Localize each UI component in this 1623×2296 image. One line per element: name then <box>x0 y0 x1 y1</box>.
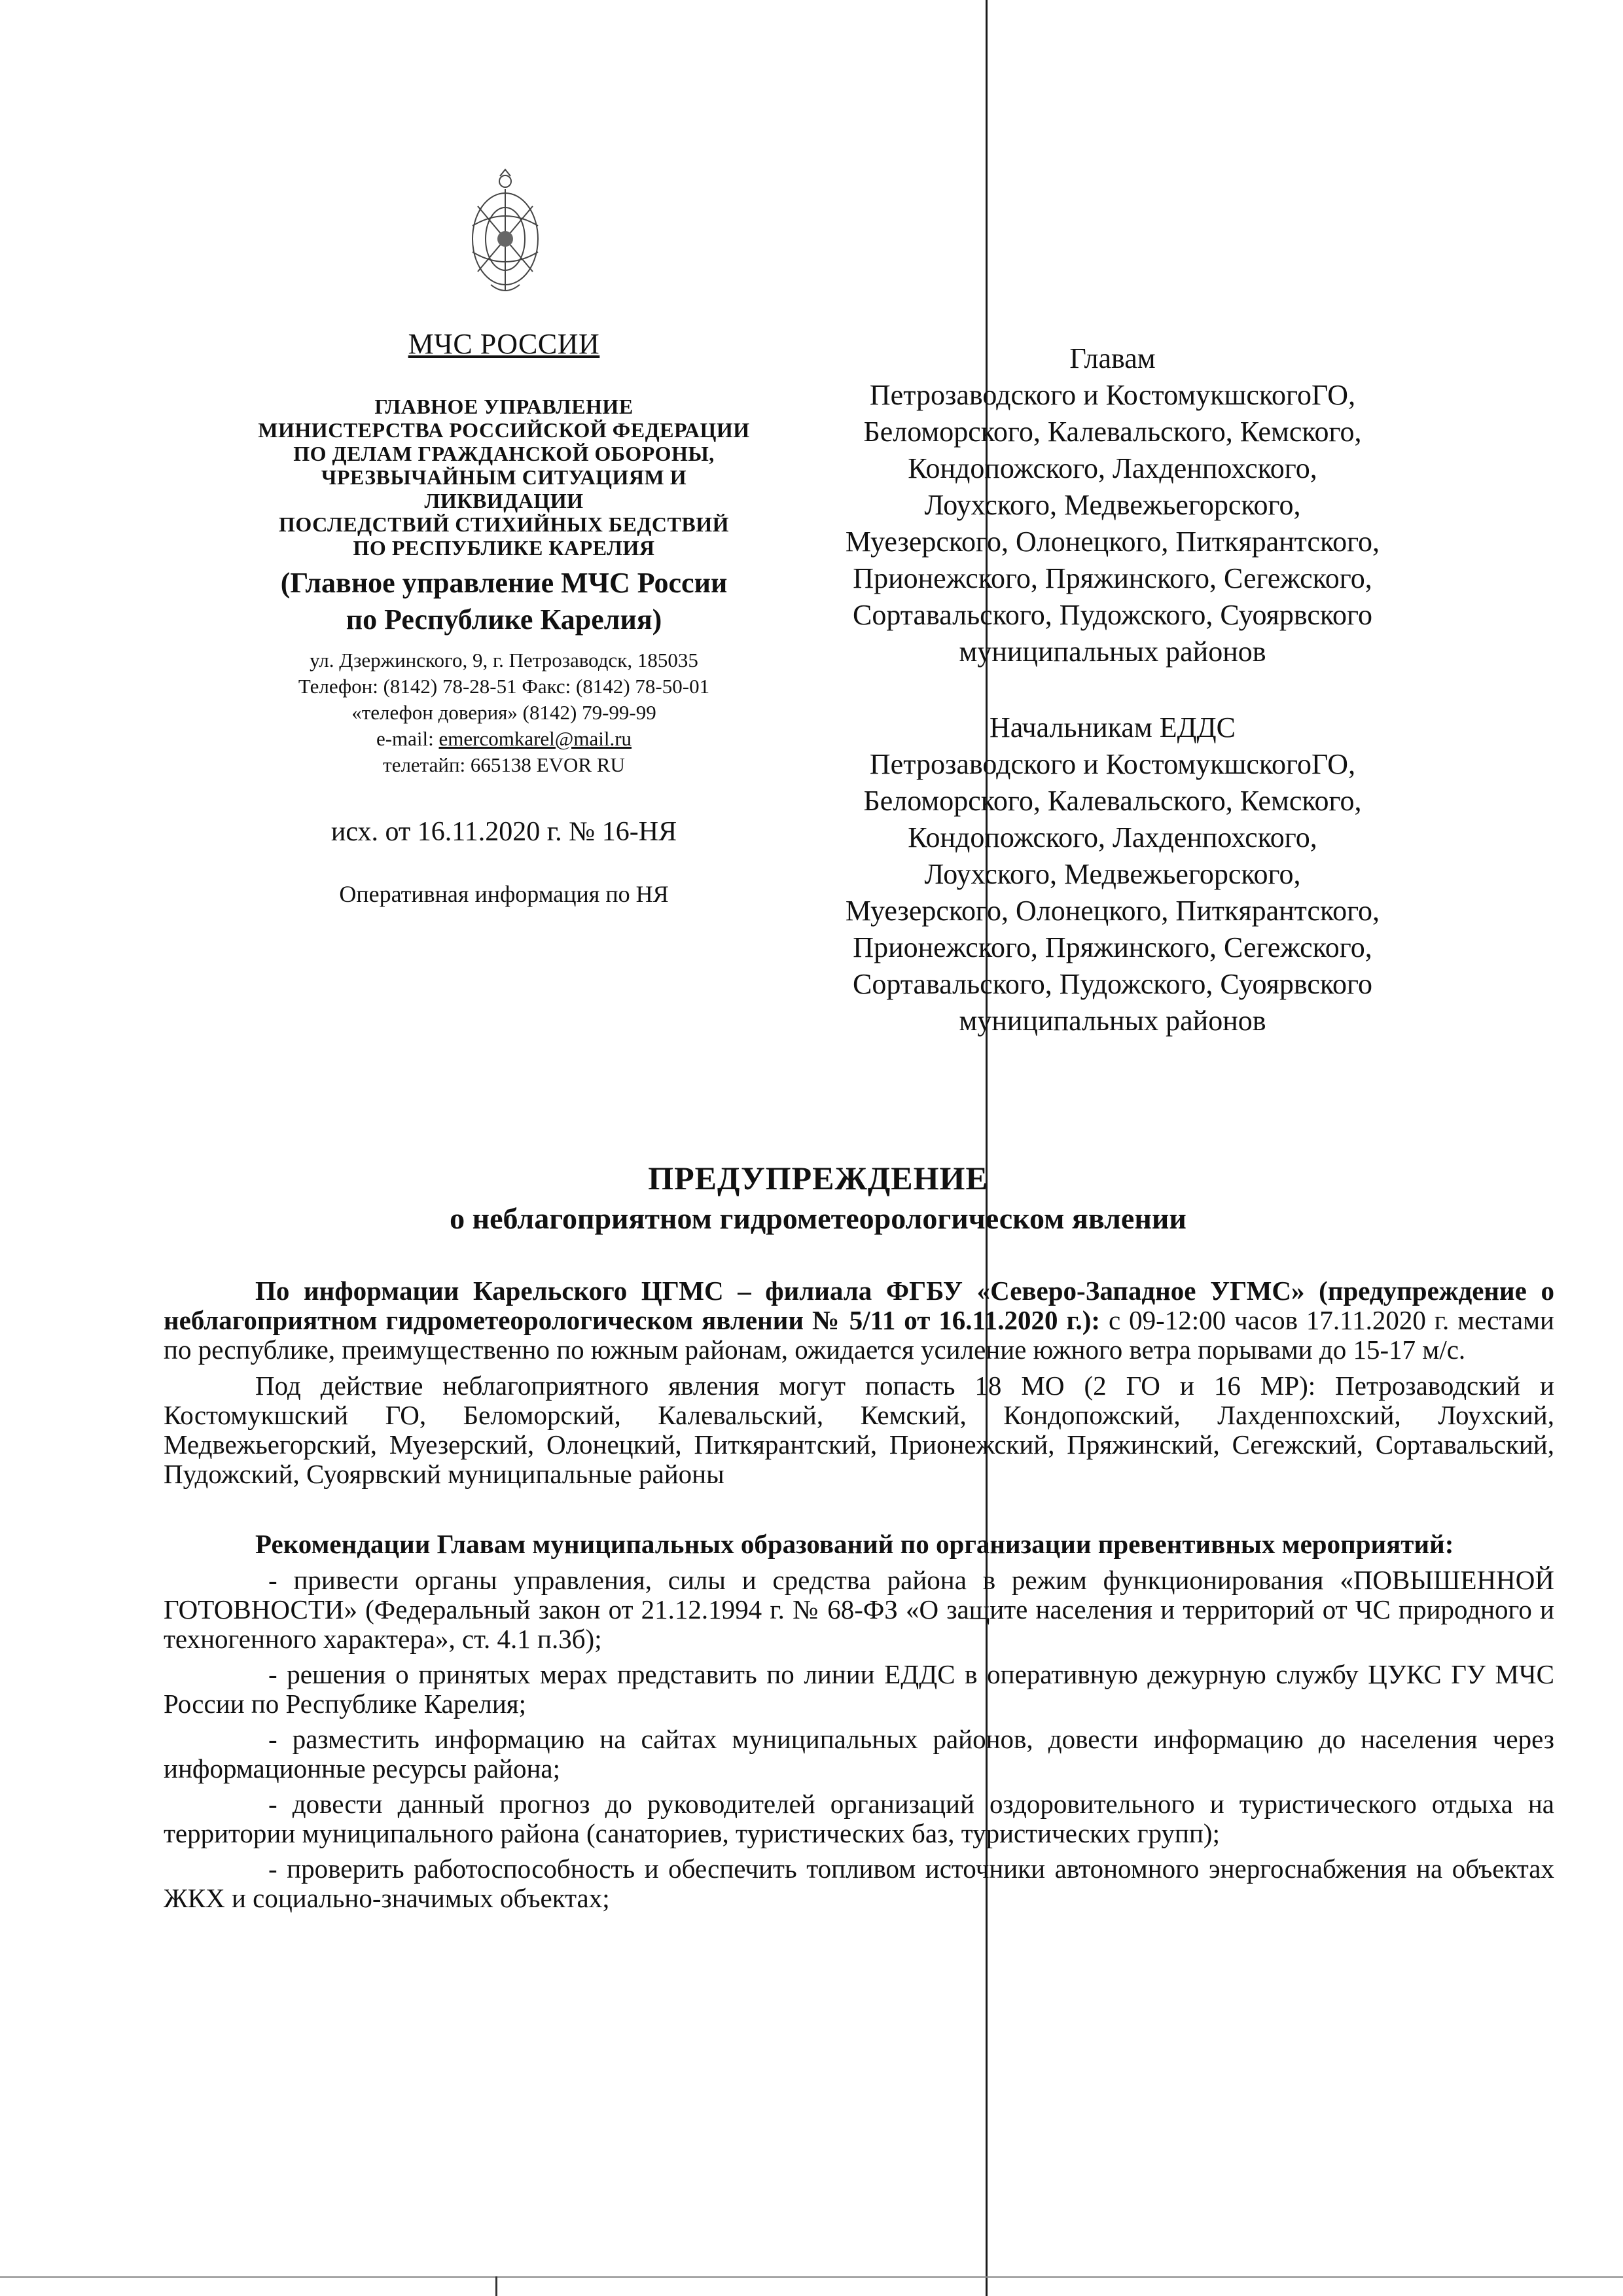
hotline: «телефон доверия» (8142) 79-99-99 <box>351 701 656 724</box>
mchs-emblem-icon <box>458 167 553 298</box>
org-line: ПО ДЕЛАМ ГРАЖДАНСКОЙ ОБОРОНЫ, <box>293 442 715 465</box>
email-row <box>209 726 798 752</box>
forecast-details: с 09-12:00 часов 17.11.2020 г. местами по республике, преимущественно по южным районам, ожидается усиление южного ветра порывами до 15-17 м/с. <box>164 1305 1554 1365</box>
addressee-group-edds <box>785 709 1440 1039</box>
addressee-line: Кондопожского, Лахденпохского, <box>908 821 1317 853</box>
contact-info <box>209 647 798 778</box>
recommendations-heading: Рекомендации Главам муниципальных образований по организации превентивных мероприятий: <box>255 1529 1454 1559</box>
addressee-line: Сортавальского, Пудожского, Суоярвского <box>852 968 1373 1000</box>
subject-line: Оперативная информация по НЯ <box>339 881 669 907</box>
document-body <box>164 1276 1554 1919</box>
recommendation-item: - решения о принятых мерах представить по линии ЕДДС в оперативную дежурную службу ЦУКС ГУ МЧС России по Республике Карелия; <box>164 1659 1554 1719</box>
addressee-line: Беломорского, Калевальского, Кемского, <box>863 785 1362 817</box>
page-bottom-tick <box>495 2276 497 2296</box>
addressee-line: Муезерского, Олонецкого, Питкярантского, <box>845 526 1380 558</box>
org-line: ПО РЕСПУБЛИКЕ КАРЕЛИЯ <box>353 536 655 560</box>
outgoing-reference: исх. от 16.11.2020 г. № 16-НЯ <box>330 817 677 847</box>
addressee-line: Беломорского, Калевальского, Кемского, <box>863 416 1362 448</box>
recommendation-item: - довести данный прогноз до руководителей организаций оздоровительного и туристического отдыха на территории муниципального района (санаториев, туристических баз, туристических групп); <box>164 1789 1554 1848</box>
addressees <box>785 340 1440 1039</box>
address: ул. Дзержинского, 9, г. Петрозаводск, 185035 <box>310 649 698 672</box>
addressee-line: Кондопожского, Лахденпохского, <box>908 452 1317 484</box>
paragraph-forecast <box>164 1276 1554 1365</box>
page-bottom-rule <box>0 2276 1623 2278</box>
organization-full-name <box>209 395 798 560</box>
title-subtitle: о неблагоприятном гидрометеорологическом явлении <box>450 1202 1186 1235</box>
addressee-line: Муезерского, Олонецкого, Питкярантского, <box>845 895 1380 927</box>
org-line: ПОСЛЕДСТВИЙ СТИХИЙНЫХ БЕДСТВИЙ <box>278 512 729 536</box>
phone-fax: Телефон: (8142) 78-28-51 Факс: (8142) 78-50-01 <box>298 675 710 698</box>
short-name-line: по Республике Карелия) <box>346 603 662 636</box>
org-line: ЧРЕЗВЫЧАЙНЫМ СИТУАЦИЯМ И <box>321 465 687 489</box>
addressee-line: Петрозаводского и КостомукшскогоГО, <box>869 748 1356 780</box>
recommendation-item: - привести органы управления, силы и средства района в режим функционирования «ПОВЫШЕННОЙ ГОТОВНОСТИ» (Федеральный закон от 21.12.1994 г. № 68-ФЗ «О защите населения и территорий от ЧС природного и техногенного характера», ст. 4.1 п.3б); <box>164 1565 1554 1654</box>
organization-short-name <box>209 565 798 638</box>
document-title <box>164 1157 1472 1238</box>
org-line: ГЛАВНОЕ УПРАВЛЕНИЕ <box>374 395 633 418</box>
addressee-line: Сортавальского, Пудожского, Суоярвского <box>852 599 1373 631</box>
addressee-line: Прионежского, Пряжинского, Сегежского, <box>853 562 1372 594</box>
addressee-group-heads <box>785 340 1440 670</box>
addressee-line: муниципальных районов <box>959 1005 1266 1037</box>
org-line: ЛИКВИДАЦИИ <box>424 489 584 512</box>
addressee-line: Лоухского, Медвежьегорского, <box>924 489 1301 521</box>
teletype: телетайп: 665138 EVOR RU <box>383 753 625 776</box>
paragraph-affected-areas: Под действие неблагоприятного явления могут попасть 18 МО (2 ГО и 16 МР): Петрозаводский и Костомукшский ГО, Беломорский, Калевальский, Кемский, Кондопожский, Лахденпохский, Лоухский, Медвежьегорский, Муезерский, Олонецкий, Питкярантский, Прионежский, Пряжинский, Сегежский, Сортавальский, Пудожский, Суоярвский муниципальные районы <box>164 1371 1554 1489</box>
title-main: ПРЕДУПРЕЖДЕНИЕ <box>648 1160 988 1196</box>
recommendation-item: - разместить информацию на сайтах муниципальных районов, довести информацию до населения через информационные ресурсы района; <box>164 1724 1554 1784</box>
addressee-line: Петрозаводского и КостомукшскогоГО, <box>869 379 1356 411</box>
addressee-line: Начальникам ЕДДС <box>989 711 1236 744</box>
agency-name: МЧС РОССИИ <box>408 328 600 360</box>
addressee-line: Главам <box>1069 342 1156 374</box>
email-label: e-mail: <box>376 727 439 750</box>
email-link[interactable]: emercomkarel@mail.ru <box>438 727 632 750</box>
addressee-line: муниципальных районов <box>959 636 1266 668</box>
short-name-line: (Главное управление МЧС России <box>280 567 728 599</box>
org-line: МИНИСТЕРСТВА РОССИЙСКОЙ ФЕДЕРАЦИИ <box>258 418 750 442</box>
addressee-line: Прионежского, Пряжинского, Сегежского, <box>853 931 1372 963</box>
forecast-source: По информации Карельского ЦГМС – филиала ФГБУ «Северо-Западное УГМС» (предупреждение о неблагоприятном гидрометеорологическом явлении № 5/11 от 16.11.2020 г.): <box>164 1276 1554 1335</box>
recommendation-item: - проверить работоспособность и обеспечить топливом источники автономного энергоснабжения на объектах ЖКХ и социально-значимых объектах; <box>164 1854 1554 1913</box>
letterhead <box>209 327 798 908</box>
addressee-line: Лоухского, Медвежьегорского, <box>924 858 1301 890</box>
